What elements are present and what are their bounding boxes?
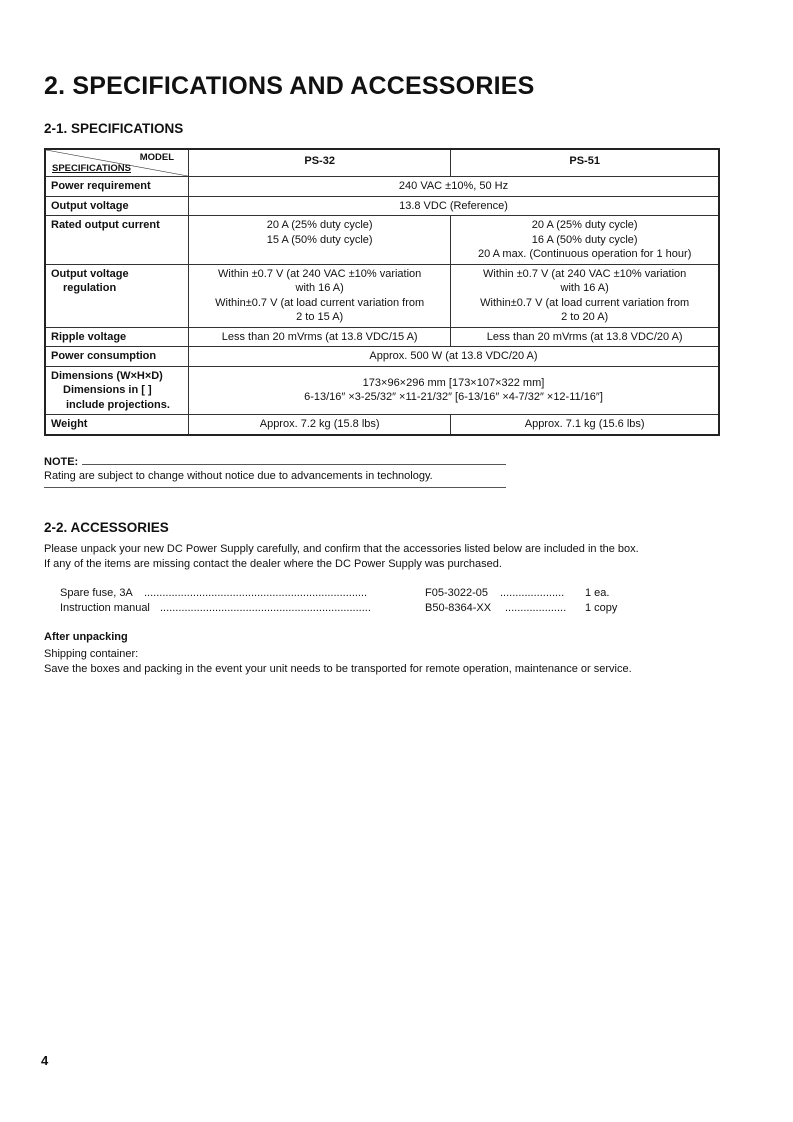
table-header-row xyxy=(45,149,719,177)
weight-ps51: Approx. 7.1 kg (15.6 lbs) xyxy=(451,415,719,435)
row-label xyxy=(45,366,189,415)
cell-line: 20 A (25% duty cycle) xyxy=(266,219,373,231)
leader-dots: ......................................................................... xyxy=(144,587,368,599)
table-row xyxy=(45,327,719,347)
leader-dots: ..................... xyxy=(500,587,565,599)
cell-line: 15 A (50% duty cycle) xyxy=(266,233,373,246)
cell-line: 173×96×296 mm [173×107×322 mm] xyxy=(362,376,545,389)
table-row xyxy=(45,366,719,415)
row-label xyxy=(45,264,189,327)
page-number: 4 xyxy=(41,1053,49,1068)
cell-line: Within ±0.7 V (at 240 VAC ±10% variation xyxy=(218,267,422,280)
rated-current-ps32 xyxy=(189,216,451,265)
cell-line: 16 A (50% duty cycle) xyxy=(531,233,638,246)
accessory-quantity: 1 ea. xyxy=(585,587,610,599)
accessory-name: Spare fuse, 3A xyxy=(60,587,133,599)
power-requirement-value: 240 VAC ±10%, 50 Hz xyxy=(189,177,720,197)
row-label: Ripple voltage xyxy=(45,327,189,347)
cell-line: 20 A max. (Continuous operation for 1 hour) xyxy=(477,248,692,260)
leader-dots: .................... xyxy=(505,602,567,614)
model-ps51-header: PS-51 xyxy=(451,149,719,177)
after-unpacking-heading: After unpacking xyxy=(44,631,128,643)
cell-line: 20 A (25% duty cycle) xyxy=(531,219,638,231)
output-voltage-value: 13.8 VDC (Reference) xyxy=(189,196,720,216)
note-block xyxy=(44,456,506,488)
row-label: Output voltage xyxy=(45,196,189,216)
model-ps32-header: PS-32 xyxy=(189,149,451,177)
row-label: Rated output current xyxy=(45,216,189,265)
note-divider xyxy=(44,464,506,465)
row-label: Power consumption xyxy=(45,347,189,367)
dimensions-value xyxy=(189,366,720,415)
cell-line: Within ±0.7 V (at 240 VAC ±10% variation xyxy=(483,267,687,280)
accessories-intro-line: Please unpack your new DC Power Supply carefully, and confirm that the accessories listed below are included in the box. xyxy=(44,543,639,555)
accessory-part-number: F05-3022-05 xyxy=(425,587,488,599)
label-line: include projections. xyxy=(66,398,170,411)
specifications-table xyxy=(44,148,720,436)
cell-line: 2 to 15 A) xyxy=(296,311,344,323)
table-row xyxy=(45,216,719,265)
page-title: 2. SPECIFICATIONS AND ACCESSORIES xyxy=(44,72,535,100)
accessories-intro-line: If any of the items are missing contact the dealer where the DC Power Supply was purchased. xyxy=(44,558,502,570)
table-row xyxy=(45,415,719,435)
regulation-ps32 xyxy=(189,264,451,327)
label-line: Output voltage xyxy=(51,267,129,280)
weight-ps32: Approx. 7.2 kg (15.8 lbs) xyxy=(189,415,451,435)
after-unpacking-line: Shipping container: xyxy=(44,648,139,660)
table-row xyxy=(45,264,719,327)
row-label: Weight xyxy=(45,415,189,435)
cell-line: 6-13/16″ ×3-25/32″ ×11-21/32″ [6-13/16″ ×4-7/32″ ×12-11/16″] xyxy=(304,391,603,404)
specifications-label: SPECIFICATIONS xyxy=(52,162,131,174)
table-row xyxy=(45,347,719,367)
label-line: Dimensions (W×H×D) xyxy=(51,369,163,382)
note-title: NOTE: xyxy=(44,456,82,468)
cell-line: 2 to 20 A) xyxy=(561,311,609,323)
table-row xyxy=(45,177,719,197)
accessory-part-number: B50-8364-XX xyxy=(425,602,492,614)
power-consumption-value: Approx. 500 W (at 13.8 VDC/20 A) xyxy=(189,347,720,367)
model-label: MODEL xyxy=(139,152,174,163)
regulation-ps51 xyxy=(451,264,719,327)
cell-line: with 16 A) xyxy=(560,282,609,294)
ripple-ps51: Less than 20 mVrms (at 13.8 VDC/20 A) xyxy=(451,327,719,347)
leader-dots: ..................................................................... xyxy=(160,602,371,614)
specifications-heading: 2-1. SPECIFICATIONS xyxy=(44,121,184,136)
cell-line: Within±0.7 V (at load current variation from xyxy=(480,296,690,309)
table-row xyxy=(45,196,719,216)
cell-line: Within±0.7 V (at load current variation from xyxy=(215,296,425,309)
row-label: Power requirement xyxy=(45,177,189,197)
ripple-ps32: Less than 20 mVrms (at 13.8 VDC/15 A) xyxy=(189,327,451,347)
note-divider xyxy=(44,487,506,488)
label-line: regulation xyxy=(63,282,117,294)
accessory-name: Instruction manual xyxy=(60,602,150,614)
model-spec-corner-cell xyxy=(45,149,189,177)
note-text: Rating are subject to change without notice due to advancements in technology. xyxy=(44,470,433,482)
label-line: Dimensions in [ ] xyxy=(63,384,152,396)
after-unpacking-line: Save the boxes and packing in the event your unit needs to be transported for remote operation, maintenance or service. xyxy=(44,663,632,675)
rated-current-ps51 xyxy=(451,216,719,265)
accessories-heading: 2-2. ACCESSORIES xyxy=(44,520,169,535)
accessory-quantity: 1 copy xyxy=(585,602,618,614)
cell-line: with 16 A) xyxy=(295,282,344,294)
